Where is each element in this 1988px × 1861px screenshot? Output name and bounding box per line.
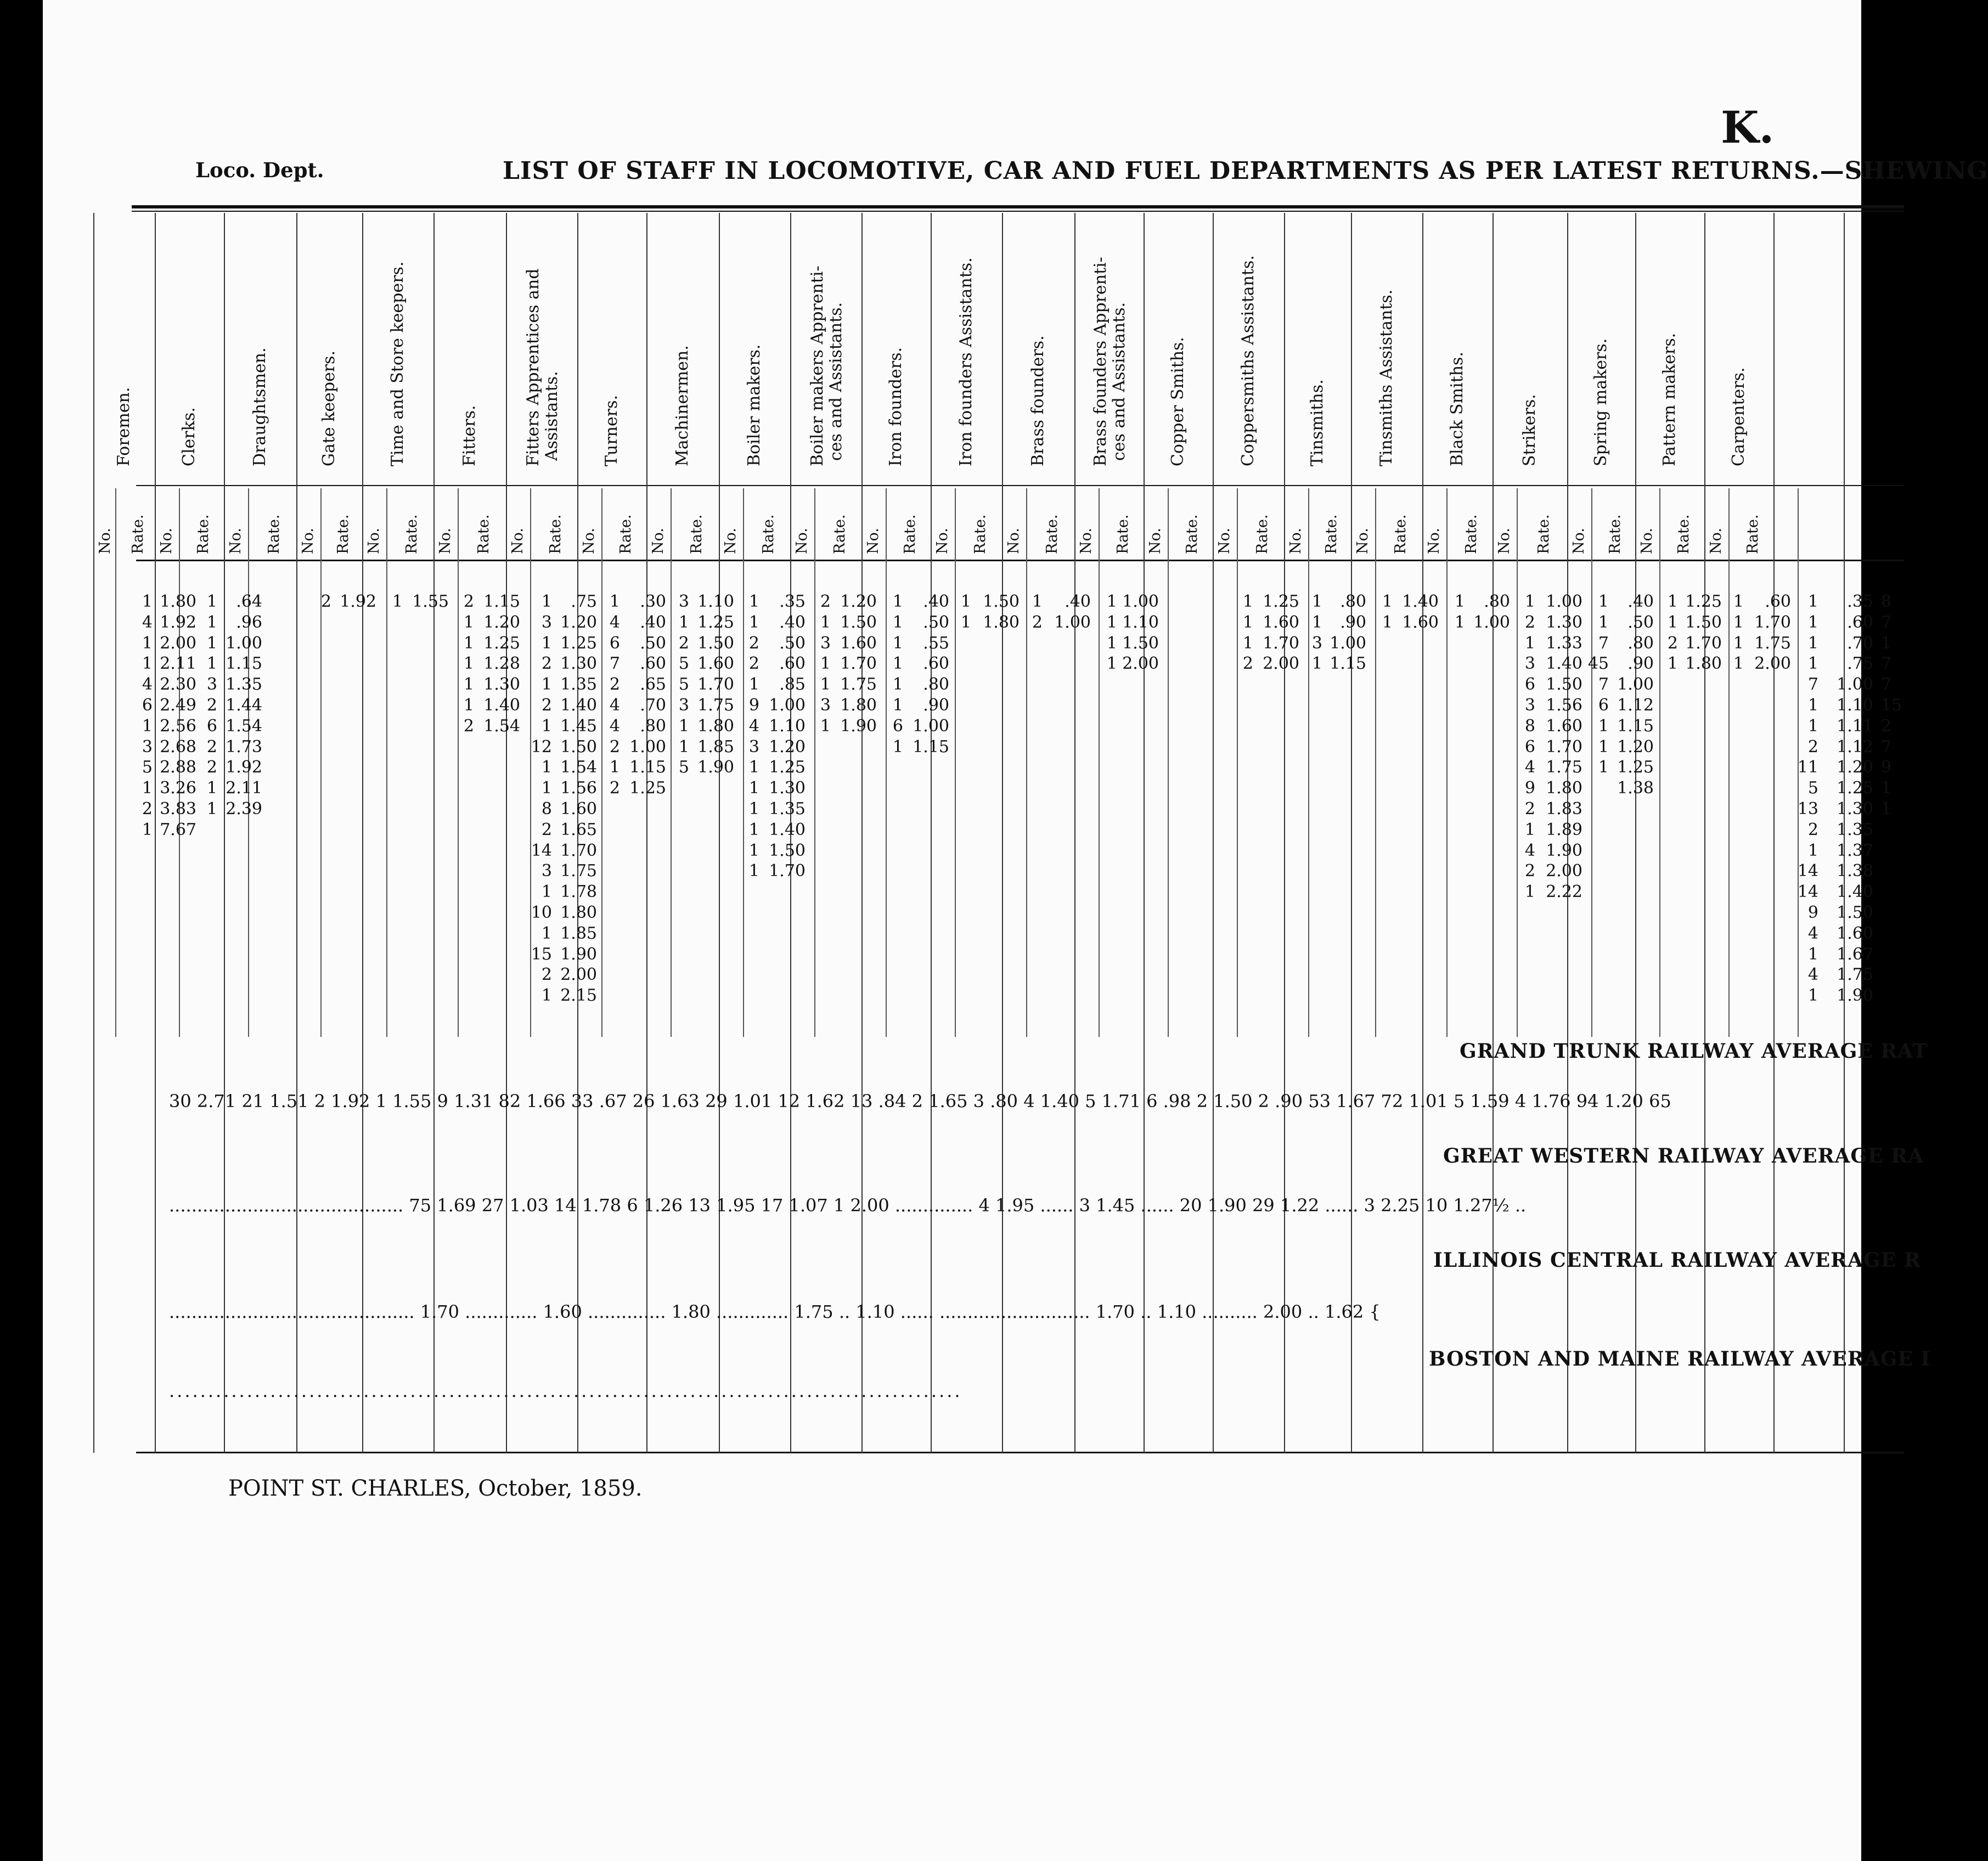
top-thin-rule — [132, 211, 1904, 212]
column-header-label: Machinermen. — [673, 345, 692, 466]
fitters-rate-column: .75 1.20 1.25 1.30 1.35 1.40 1.45 1.50 1.54 1.56 1.60 1.65 1.70 1.75 1.78 1.80 1.85 1.90 2.00 2.15 — [560, 592, 597, 1006]
column-header-label: Fitters Apprentices and — [523, 268, 543, 466]
iron-asst-no-column: 1 2 — [1032, 592, 1043, 632]
subcolumn-rule — [458, 488, 459, 1037]
tinsmiths-asst-rate-column: .80 1.00 — [1473, 592, 1510, 632]
column-header-label: Boiler makers Apprenti- — [808, 266, 827, 466]
column-rule — [433, 213, 435, 1453]
column-rule — [861, 213, 863, 1453]
subhead-no: No. — [1638, 528, 1655, 554]
footer-place-date: POINT ST. CHARLES, October, 1859. — [228, 1476, 643, 1501]
section-great-western: GREAT WESTERN RAILWAY AVERAGE RA — [1443, 1144, 1924, 1168]
subcolumn-rule — [320, 488, 322, 1037]
subhead-rate: Rate. — [1607, 514, 1624, 554]
machinermen-no-column: 1 1 2 2 1 9 4 3 1 1 1 1 1 1 — [748, 592, 759, 881]
row-illinois: ............................................ 1.70 ............. 1.60 .............. 1.80 ............. 1.75 .. 1.10 ...... ........................... 1.70 .. 1.10 .......... 2.00 .. 1.62 { — [169, 1301, 1381, 1322]
column-header-label: Draughtsmen. — [250, 347, 269, 466]
carpenters-no-column: 1 1 1 1 7 1 1 2 11 5 13 2 1 14 14 9 4 1 4 1 — [1797, 592, 1818, 1006]
subcolumn-rule — [1375, 488, 1376, 1037]
subcolumn-rule — [1659, 488, 1660, 1037]
subhead-no: No. — [1078, 528, 1095, 554]
section-grand-trunk: GRAND TRUNK RAILWAY AVERAGE RAT — [1460, 1040, 1928, 1063]
iron-asst-rate-column: .40 1.00 — [1054, 592, 1091, 632]
column-header-label-line2: ces and Assistants. — [826, 302, 846, 461]
foremen-rate-column: 1.80 1.92 2.00 2.11 2.30 2.49 2.56 2.68 2.88 3.26 3.83 7.67 — [160, 592, 196, 839]
subhead-no: No. — [1496, 528, 1513, 554]
subhead-no: No. — [509, 528, 526, 554]
draughtsmen-no-column: 2 — [320, 592, 331, 611]
subhead-rate: Rate. — [1254, 514, 1271, 554]
page-letter: K. — [1721, 101, 1775, 153]
subhead-rate: Rate. — [902, 514, 919, 554]
column-rule — [1422, 213, 1423, 1453]
column-header-label: Tinsmiths. — [1308, 379, 1327, 466]
section-boston: BOSTON AND MAINE RAILWAY AVERAGE I — [1429, 1347, 1931, 1371]
tinsmiths-asst-no-column: 1 1 — [1454, 592, 1465, 632]
subhead-rate: Rate. — [1535, 514, 1552, 554]
subhead-rate: Rate. — [1392, 514, 1409, 554]
subhead-rate: Rate. — [335, 514, 352, 554]
subhead-no: No. — [865, 528, 882, 554]
column-header-label: Pattern makers. — [1660, 332, 1679, 466]
boiler-app-rate-column: .40 .50 .55 .60 .80 .90 1.00 1.15 — [913, 592, 949, 757]
column-header-label: Iron founders. — [886, 347, 905, 466]
iron-no-column: 1 1 — [960, 592, 971, 632]
tinsmiths-rate-column: 1.40 1.60 — [1402, 592, 1439, 632]
time-rate-column: 1.15 1.20 1.25 1.28 1.30 1.40 1.54 — [483, 592, 520, 736]
subcolumn-rule — [1099, 488, 1100, 1037]
draughtsmen-rate-column: 1.92 — [340, 592, 376, 611]
subhead-no: No. — [1147, 528, 1164, 554]
subhead-rate: Rate. — [403, 514, 420, 554]
subhead-no: No. — [365, 528, 382, 554]
copper-rate-column: 1.25 1.60 1.70 2.00 — [1263, 592, 1299, 674]
subhead-no: No. — [934, 528, 951, 554]
strikers-rate-column: .40 .50 .80 .90 1.00 1.12 1.15 1.20 1.25 1.38 — [1617, 592, 1654, 798]
column-header-label: Brass founders Apprenti- — [1091, 257, 1110, 466]
column-rule — [93, 213, 94, 1453]
subhead-rate: Rate. — [547, 514, 564, 554]
subheader-rule — [136, 560, 1904, 561]
column-header-label: Strikers. — [1520, 394, 1539, 466]
machinermen-rate-column: .35 .40 .50 .60 .85 1.00 1.10 1.20 1.25 1.30 1.35 1.40 1.50 1.70 — [769, 592, 806, 881]
row-boston: ...................................................................................................... — [169, 1380, 962, 1401]
subcolumn-rule — [1026, 488, 1027, 1037]
subhead-rate: Rate. — [972, 514, 989, 554]
column-header-label: Clerks. — [179, 407, 199, 466]
carpenters-rate-column: .35 .60 .70 .75 1.00 1.10 1.11 1.12 1.20 1.25 1.30 1.35 1.37 1.38 1.40 1.50 1.60 1.67 1.75 1.90 — [1837, 592, 1873, 1006]
subhead-no: No. — [1426, 528, 1443, 554]
department-label: Loco. Dept. — [195, 158, 324, 182]
subhead-rate: Rate. — [617, 514, 634, 554]
column-rule — [296, 213, 297, 1453]
column-rule — [506, 213, 507, 1453]
subcolumn-rule — [1237, 488, 1238, 1037]
fitters-app-no-column: 1 4 6 7 2 4 4 2 1 2 — [609, 592, 620, 798]
column-header-label: Spring makers. — [1591, 338, 1610, 466]
gate-no-column: 1 — [392, 592, 403, 611]
tinsmiths-no-column: 1 1 — [1382, 592, 1393, 632]
subhead-no: No. — [1005, 528, 1022, 554]
column-header-label: Iron founders Assistants. — [956, 257, 976, 466]
subhead-rate: Rate. — [831, 514, 848, 554]
subhead-no: No. — [437, 528, 454, 554]
subcolumn-rule — [955, 488, 956, 1037]
subhead-rate: Rate. — [266, 514, 283, 554]
turners-rate-column: 1.10 1.25 1.50 1.60 1.70 1.75 1.80 1.85 1.90 — [697, 592, 734, 777]
subhead-rate: Rate. — [1114, 514, 1131, 554]
column-rule — [1213, 213, 1214, 1453]
subhead-no: No. — [650, 528, 667, 554]
subhead-no: No. — [1570, 528, 1587, 554]
paper-sheet — [43, 0, 1988, 1861]
subcolumn-rule — [1728, 488, 1730, 1037]
fitters-app-rate-column: .30 .40 .50 .60 .65 .70 .80 1.00 1.15 1.25 — [629, 592, 666, 798]
spring-no-column: 1 1 2 1 — [1667, 592, 1678, 674]
brass-rate-column: 1.00 1.10 1.50 2.00 — [1122, 592, 1159, 674]
copper-no-column: 1 1 1 2 — [1242, 592, 1253, 674]
subhead-no: No. — [793, 528, 810, 554]
subhead-rate: Rate. — [688, 514, 705, 554]
pattern-no-column: 1 1 1 1 — [1733, 592, 1744, 674]
subcolumn-rule — [814, 488, 815, 1037]
subhead-rate: Rate. — [1044, 514, 1061, 554]
subhead-rate: Rate. — [129, 514, 147, 554]
boiler-no-column: 2 1 3 1 1 3 1 — [820, 592, 831, 736]
column-header-label-line2: Assistants. — [542, 371, 561, 461]
column-header-label: Time and Store keepers. — [388, 261, 407, 466]
gate-rate-column: 1.55 — [412, 592, 449, 611]
boiler-rate-column: 1.20 1.50 1.60 1.70 1.75 1.80 1.90 — [840, 592, 877, 736]
subhead-rate: Rate. — [1744, 514, 1761, 554]
column-rule — [1284, 213, 1285, 1453]
column-header-label: Foremen. — [114, 387, 133, 466]
column-rule — [1144, 213, 1145, 1453]
column-rule — [1351, 213, 1352, 1453]
column-rule — [719, 213, 720, 1453]
subhead-rate: Rate. — [1463, 514, 1480, 554]
turners-no-column: 3 1 2 5 5 3 1 1 5 — [678, 592, 689, 777]
column-header-label: Boiler makers. — [745, 344, 764, 466]
time-no-column: 2 1 1 1 1 1 2 — [463, 592, 474, 736]
subhead-rate: Rate. — [195, 514, 212, 554]
copper-asst-rate-column: .80 .90 1.00 1.15 — [1330, 592, 1366, 674]
fitters-no-column: 1 3 1 2 1 2 1 12 1 1 8 2 14 3 1 10 1 15 2 1 — [531, 592, 552, 1006]
subhead-rate: Rate. — [475, 514, 492, 554]
bottom-rule — [136, 1452, 1904, 1453]
subhead-no: No. — [158, 528, 175, 554]
subhead-rate: Rate. — [1675, 514, 1692, 554]
top-thick-rule — [132, 205, 1904, 208]
subcolumn-rule — [115, 488, 116, 1037]
iron-rate-column: 1.50 1.80 — [983, 592, 1020, 632]
cutoff-column: 8 7 1 7 7 15 2 7 9 1 1 — [1881, 592, 1902, 819]
subhead-no: No. — [722, 528, 739, 554]
column-rule — [1002, 213, 1003, 1453]
subhead-rate: Rate. — [760, 514, 777, 554]
subcolumn-rule — [1308, 488, 1309, 1037]
subhead-no: No. — [97, 528, 114, 554]
copper-asst-no-column: 1 1 3 1 — [1311, 592, 1322, 674]
clerks-no-column: 1 1 1 1 3 2 6 2 2 1 1 — [206, 592, 217, 819]
column-rule — [362, 213, 363, 1453]
foremen-no-column: 1 4 1 1 4 6 1 3 5 1 2 1 — [142, 592, 153, 839]
column-header-label-line2: ces and Assistants. — [1110, 302, 1129, 461]
column-rule — [931, 213, 932, 1453]
subcolumn-rule — [1168, 488, 1169, 1037]
column-header-label: Fitters. — [460, 405, 479, 466]
column-header-label: Turners. — [602, 394, 621, 466]
pattern-rate-column: .60 1.70 1.75 2.00 — [1754, 592, 1791, 674]
column-header-label: Gate keepers. — [319, 350, 339, 466]
column-header-label: Carpenters. — [1729, 367, 1748, 466]
column-header-label: Brass founders. — [1028, 335, 1047, 466]
row-grand-trunk: 30 2.71 21 1.51 2 1.92 1 1.55 9 1.31 82 1.66 33 .67 26 1.63 29 1.01 12 1.62 13 .84 2 1.65 3 .80 4 1.40 5 1.71 6 .98 2 1.50 2 .90 53 1.67 72 1.01 5 1.59 4 1.76 94 1.20 65 — [169, 1091, 1671, 1112]
column-rule — [1074, 213, 1075, 1453]
subhead-no: No. — [1354, 528, 1371, 554]
subhead-no: No. — [1287, 528, 1304, 554]
header-rule — [136, 485, 1904, 486]
column-rule — [224, 213, 225, 1453]
subcolumn-rule — [386, 488, 387, 1037]
subhead-rate: Rate. — [1323, 514, 1340, 554]
column-header-label: Tinsmiths Assistants. — [1377, 289, 1396, 466]
boiler-app-no-column: 1 1 1 1 1 1 6 1 — [892, 592, 903, 757]
subhead-no: No. — [227, 528, 244, 554]
column-rule — [646, 213, 647, 1453]
strikers-no-column: 1 1 7 45 7 6 1 1 1 — [1587, 592, 1609, 777]
brass-no-column: 1 1 1 1 — [1106, 592, 1117, 674]
subcolumn-rule — [886, 488, 887, 1037]
row-great-western: .......................................... 75 1.69 27 1.03 14 1.78 6 1.26 13 1.95 17 1.07 1 2.00 .............. 4 1.95 ...... 3 1.45 ...... 20 1.90 29 1.22 ...... 3 2.25 10 1.27½ .. — [169, 1195, 1527, 1216]
subhead-no: No. — [1216, 528, 1233, 554]
blacksmiths-rate-column: 1.00 1.30 1.33 1.40 1.50 1.56 1.60 1.70 1.75 1.80 1.83 1.89 1.90 2.00 2.22 — [1546, 592, 1582, 902]
document-title: LIST OF STAFF IN LOCOMOTIVE, CAR AND FUEL DEPARTMENTS AS PER LATEST RETURNS.—SHEWING — [503, 157, 1988, 185]
blacksmiths-no-column: 1 2 1 3 6 3 8 6 4 9 2 1 4 2 1 — [1524, 592, 1535, 902]
subhead-no: No. — [581, 528, 598, 554]
subhead-no: No. — [1708, 528, 1725, 554]
column-header-label: Coppersmiths Assistants. — [1238, 255, 1258, 466]
clerks-rate-column: .64 .96 1.00 1.15 1.35 1.44 1.54 1.73 1.92 2.11 2.39 — [226, 592, 262, 819]
column-header-label: Copper Smiths. — [1168, 337, 1187, 466]
subhead-rate: Rate. — [1184, 514, 1201, 554]
subhead-no: No. — [300, 528, 317, 554]
spring-rate-column: 1.25 1.50 1.70 1.80 — [1685, 592, 1722, 674]
section-illinois: ILLINOIS CENTRAL RAILWAY AVERAGE R — [1433, 1249, 1921, 1272]
subcolumn-rule — [1446, 488, 1448, 1037]
column-header-label: Black Smiths. — [1448, 352, 1467, 466]
